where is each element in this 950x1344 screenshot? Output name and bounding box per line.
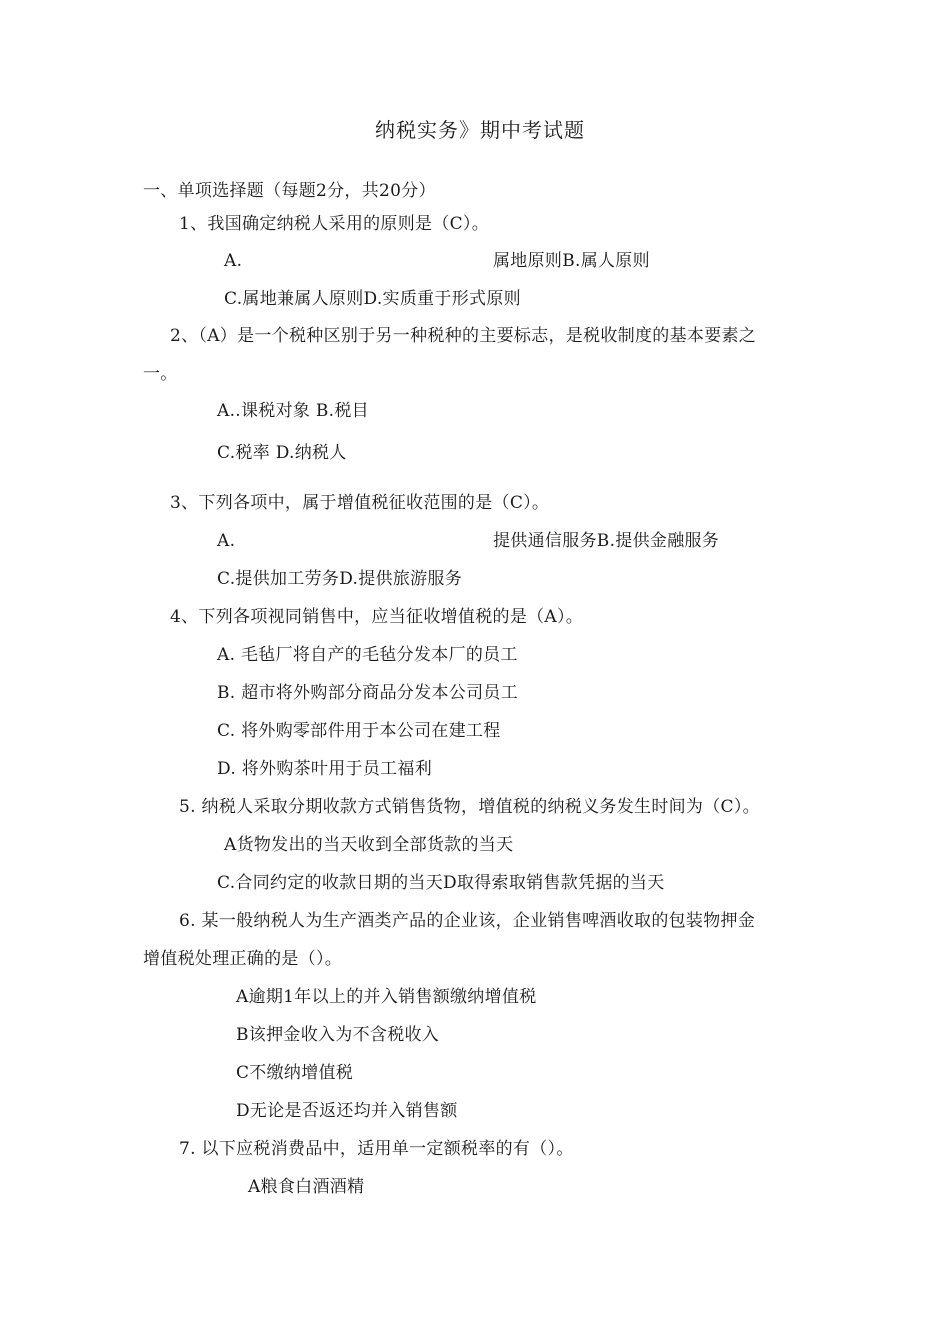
question-4-option-b: B. 超市将外购部分商品分发本公司员工 xyxy=(217,683,518,703)
question-6-option-a: A逾期1年以上的并入销售额缴纳增值税 xyxy=(236,987,537,1007)
question-6-stem-continued: 增值税处理正确的是（）。 xyxy=(143,949,343,969)
question-3-option-a-label: A. xyxy=(217,531,236,551)
question-6-option-c: C不缴纳增值税 xyxy=(236,1063,354,1083)
question-6-option-b: B该押金收入为不含税收入 xyxy=(236,1025,440,1045)
question-6-option-d: D无论是否返还均并入销售额 xyxy=(236,1101,458,1121)
question-4-option-d: D. 将外购茶叶用于员工福利 xyxy=(217,759,433,779)
question-5-stem: 5. 纳税人采取分期收款方式销售货物，增值税的纳税义务发生时间为（C）。 xyxy=(179,797,760,817)
document-title: 纳税实务》期中考试题 xyxy=(375,118,585,142)
question-4-option-c: C. 将外购零部件用于本公司在建工程 xyxy=(217,721,501,741)
question-1-option-cd: C.属地兼属人原则D.实质重于形式原则 xyxy=(224,289,521,309)
question-5-option-ab: A货物发出的当天收到全部货款的当天 xyxy=(224,835,514,855)
question-7-stem: 7. 以下应税消费品中，适用单一定额税率的有（）。 xyxy=(179,1139,574,1159)
question-3-option-ab: 提供通信服务B.提供金融服务 xyxy=(493,531,720,551)
question-5-option-cd: C.合同约定的收款日期的当天D取得索取销售款凭据的当天 xyxy=(217,873,665,893)
question-2-option-ab: A..课税对象 B.税目 xyxy=(217,401,369,421)
question-1-option-a-label: A. xyxy=(224,251,243,271)
question-4-stem: 4、下列各项视同销售中，应当征收增值税的是（A）。 xyxy=(170,607,584,627)
question-3-stem: 3、下列各项中，属于增值税征收范围的是（C）。 xyxy=(170,493,550,513)
question-7-option-a: A粮食白酒酒精 xyxy=(248,1177,365,1197)
section-heading: 一、单项选择题（每题2分，共20分） xyxy=(143,181,436,201)
question-2-option-cd: C.税率 D.纳税人 xyxy=(217,443,347,463)
question-6-stem: 6. 某一般纳税人为生产酒类产品的企业该，企业销售啤酒收取的包装物押金 xyxy=(179,911,756,931)
question-1-option-ab: 属地原则B.属人原则 xyxy=(493,251,650,271)
question-2-stem: 2、（A）是一个税种区别于另一种税种的主要标志，是税收制度的基本要素之 xyxy=(170,326,757,346)
question-3-option-cd: C.提供加工劳务D.提供旅游服务 xyxy=(217,569,463,589)
question-1-stem: 1、我国确定纳税人采用的原则是（C）。 xyxy=(179,214,490,234)
question-4-option-a: A. 毛毡厂将自产的毛毡分发本厂的员工 xyxy=(217,645,518,665)
question-2-stem-continued: 一。 xyxy=(143,364,178,384)
